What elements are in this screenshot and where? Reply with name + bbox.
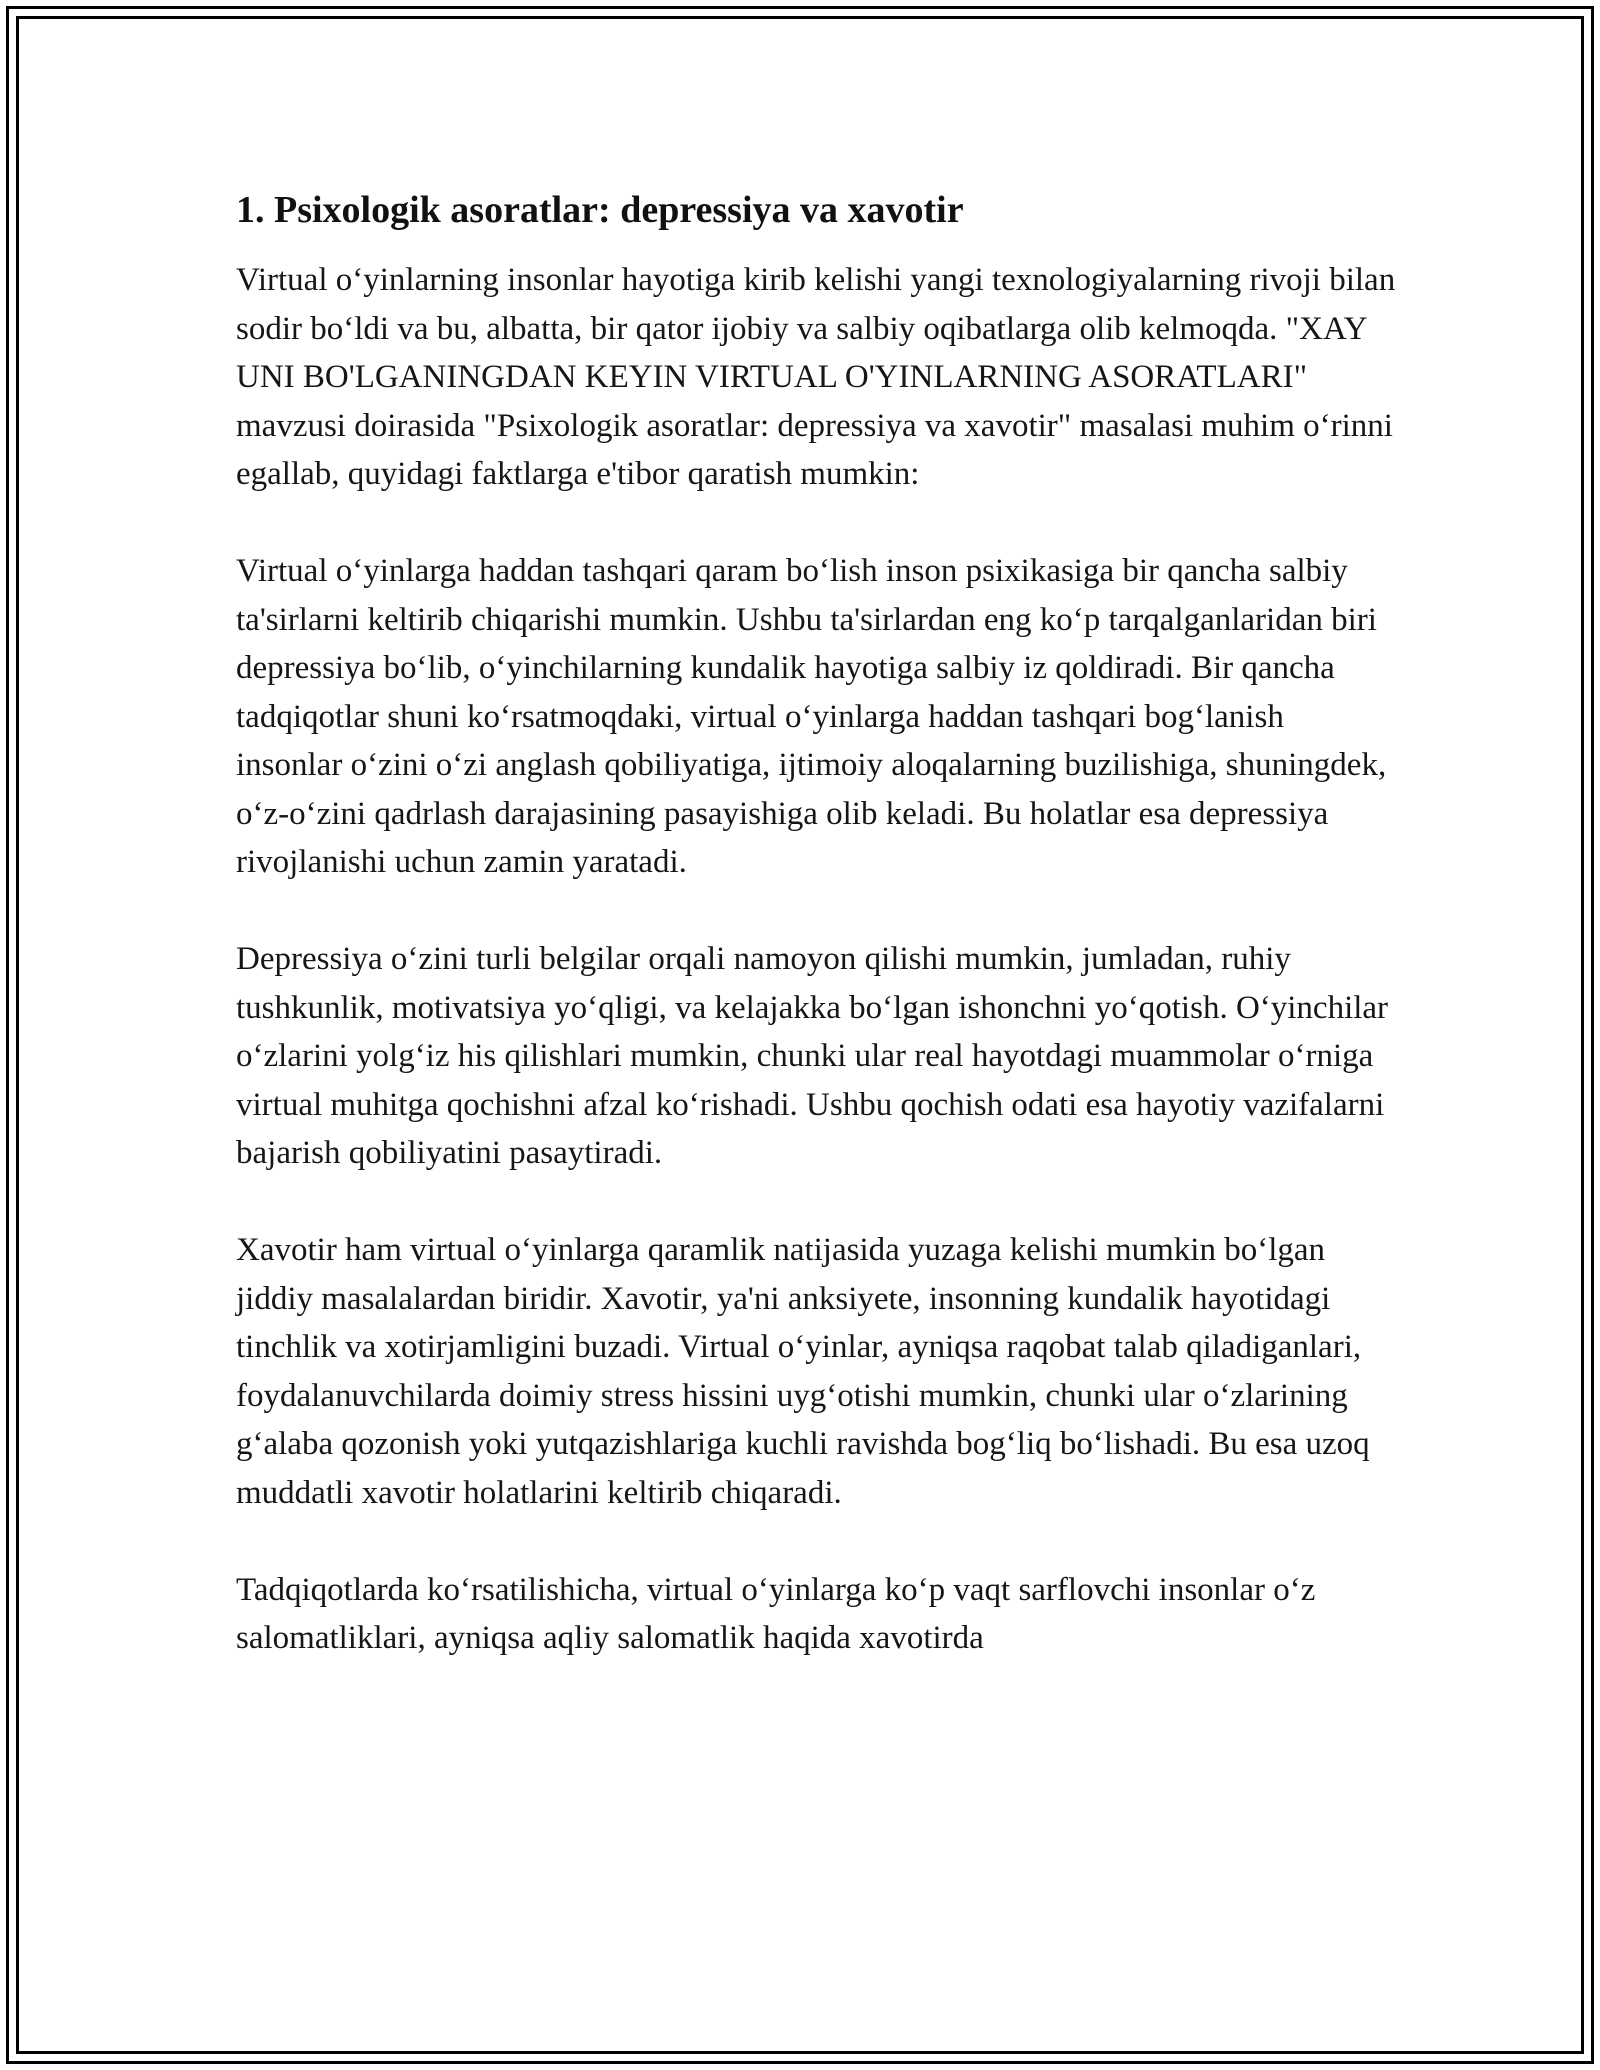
paragraph-depression-causes: Virtual o‘yinlarga haddan tashqari qaram bo‘lish inson psixikasiga bir qancha salbiy ta'sirlarni keltirib chiqarishi mumkin. Ushbu ta'sirlardan eng ko‘p tarqalganlaridan biri depressiya bo‘lib, o‘yinchilarning kundalik hayotiga salbiy iz qoldiradi. Bir qancha tadqiqotlar shuni ko‘rsatmoqdaki, virtual o‘yinlarga haddan tashqari bog‘lanish insonlar o‘zini o‘zi anglash qobiliyatiga, ijtimoiy aloqalarning buzilishiga, shuningdek, o‘z-o‘zini qadrlash darajasining pasayishiga olib keladi. Bu holatlar esa depressiya rivojlanishi uchun zamin yaratadi. (236, 553, 1387, 880)
section-heading: 1. Psixologik asoratlar: depressiya va xavotir (236, 189, 964, 231)
paragraph-anxiety: Xavotir ham virtual o‘yinlarga qaramlik natijasida yuzaga kelishi mumkin bo‘lgan jiddiy masalalardan biridir. Xavotir, ya'ni anksiyete, insonning kundalik hayotidagi tinchlik va xotirjamligini buzadi. Virtual o‘yinlar, ayniqsa raqobat talab qiladiganlari, foydalanuvchilarda doimiy stress hissini uyg‘otishi mumkin, chunki ular o‘zlarining g‘alaba qozonish yoki yutqazishlariga kuchli ravishda bog‘liq bo‘lishadi. Bu esa uzoq muddatli xavotir holatlarini keltirib chiqaradi. (236, 1232, 1370, 1511)
paragraph-research: Tadqiqotlarda ko‘rsatilishicha, virtual o‘yinlarga ko‘p vaqt sarflovchi insonlar o‘z salomatliklari, ayniqsa aqliy salomatlik haqida xavotirda (236, 1571, 1316, 1656)
document-body (236, 186, 1396, 1711)
paragraph-intro: Virtual o‘yinlarning insonlar hayotiga kirib kelishi yangi texnologiyalarning rivoji bilan sodir bo‘ldi va bu, albatta, bir qator ijobiy va salbiy oqibatlarga olib kelmoqda. "XAY UNI BO'LGANINGDAN KEYIN VIRTUAL O'YINLARNING ASORATLARI" mavzusi doirasida "Psixologik asoratlar: depressiya va xavotir" masalasi muhim o‘rinni egallab, quyidagi faktlarga e'tibor qaratish mumkin: (236, 262, 1396, 492)
paragraph-depression-signs: Depressiya o‘zini turli belgilar orqali namoyon qilishi mumkin, jumladan, ruhiy tushkunlik, motivatsiya yo‘qligi, va kelajakka bo‘lgan ishonchni yo‘qotish. O‘yinchilar o‘zlarini yolg‘iz his qilishlari mumkin, chunki ular real hayotdagi muammolar o‘rniga virtual muhitga qochishni afzal ko‘rishadi. Ushbu qochish odati esa hayotiy vazifalarni bajarish qobiliyatini pasaytiradi. (236, 941, 1389, 1171)
